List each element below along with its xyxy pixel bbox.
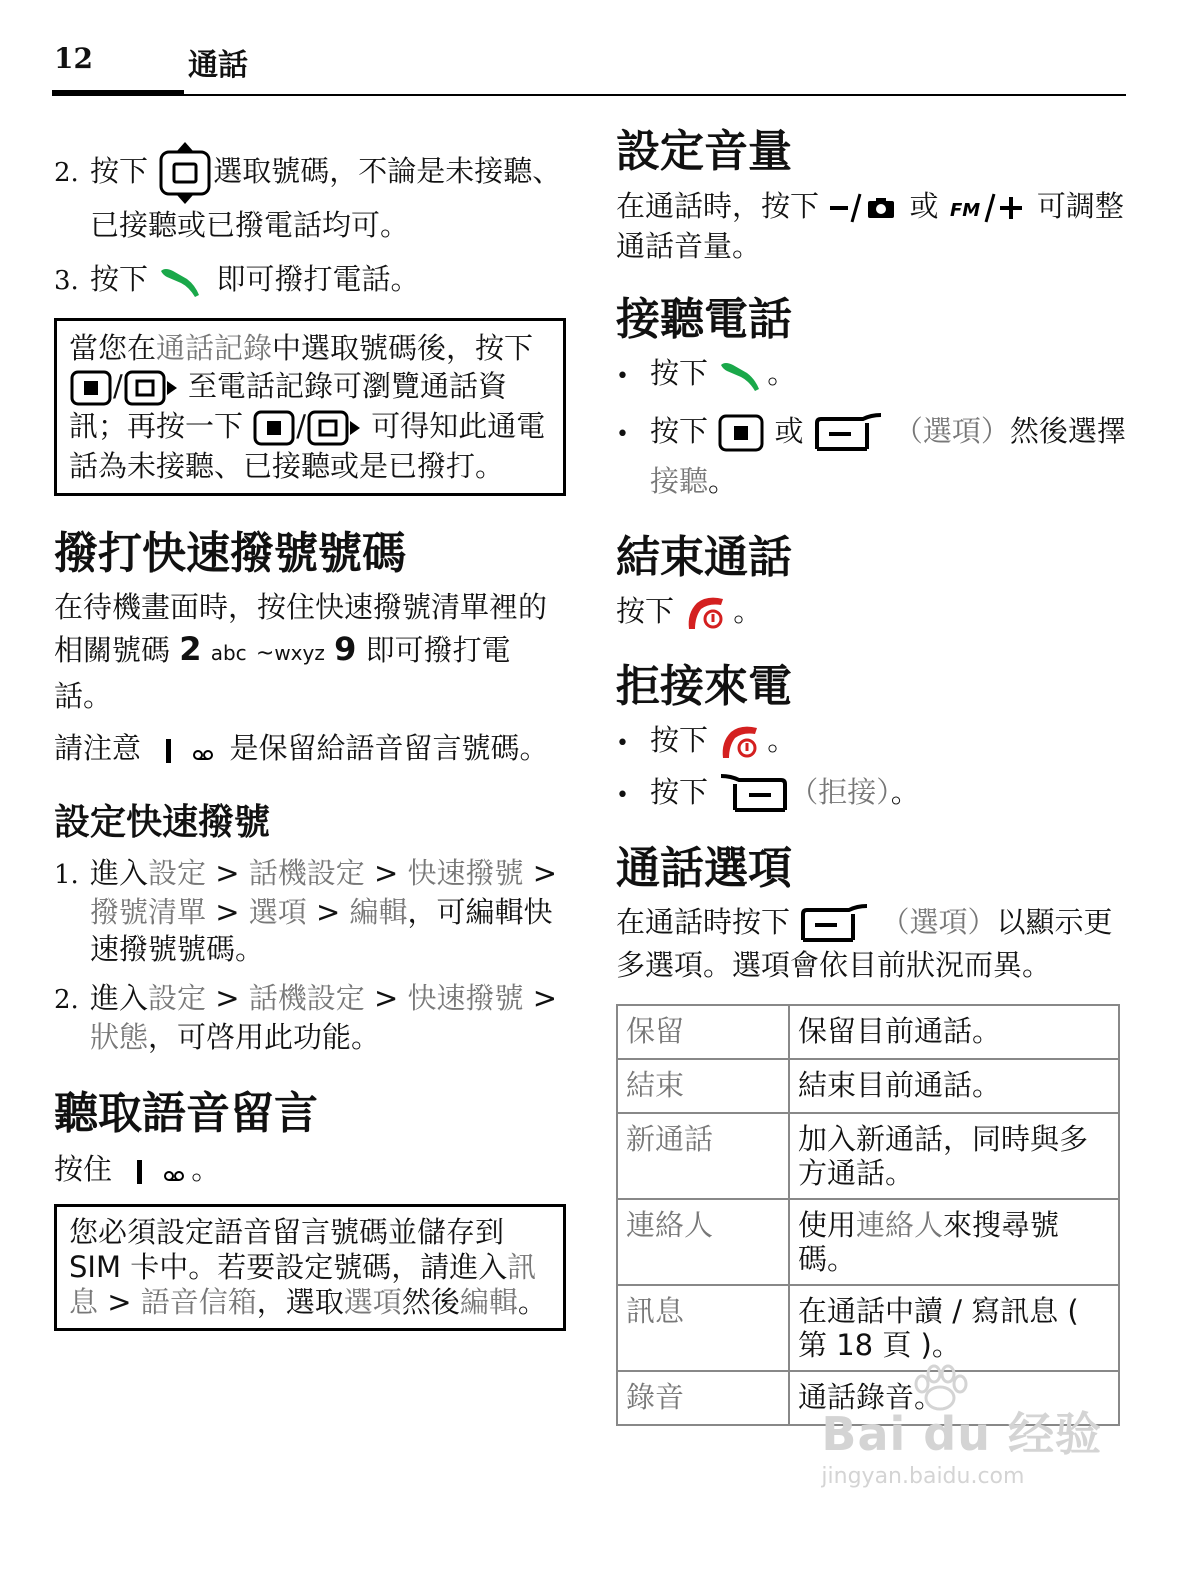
option-desc: 結束目前通話。 (789, 1059, 1119, 1113)
menu-path: 編輯 (459, 1285, 518, 1319)
sep: > (306, 895, 350, 929)
volume-paragraph (616, 186, 1126, 266)
table-row (617, 1113, 1119, 1199)
key-1-voicemail-icon (121, 1154, 191, 1188)
step-number: 2. (54, 158, 79, 188)
menu-path: 快速撥號 (407, 856, 524, 890)
note-text: 當您在 (69, 331, 157, 365)
left-column (54, 142, 566, 1331)
menu-path: 語音信箱 (140, 1285, 257, 1319)
watermark-brand: Bai du 经验 (821, 1407, 1102, 1461)
menu-path: 接聽 (650, 464, 709, 498)
sep: > (206, 895, 249, 929)
note-box-call-log (54, 318, 566, 496)
note-text: ，選取 (256, 1285, 344, 1319)
note-text: 中選取號碼後，按下 (272, 331, 534, 365)
left-softkey-icon (813, 413, 885, 453)
sep: > (364, 856, 408, 890)
sep: > (206, 981, 249, 1015)
watermark-url: jingyan.baidu.com (821, 1464, 1025, 1489)
table-row (617, 1005, 1119, 1059)
menu-path: 快速撥號 (407, 981, 524, 1015)
bullet-dot: • (616, 731, 629, 756)
sep: > (523, 856, 558, 890)
end-call-paragraph (616, 590, 1126, 633)
desc-text: 使用 (798, 1208, 857, 1242)
note-text: 然後 (401, 1285, 460, 1319)
para-text: 以顯示更多選項。選項會依目前狀況而異。 (616, 905, 1113, 982)
para-text: 。 (733, 594, 763, 628)
speed-dial-paragraph (54, 586, 566, 717)
paw-logo-icon (910, 1364, 970, 1414)
menu-path: 選項 (248, 895, 307, 929)
menu-path: 連絡人 (856, 1208, 944, 1242)
step-number: 1. (54, 860, 79, 890)
para-text: 可調整通話音量。 (616, 189, 1124, 263)
note-box-voicemail (54, 1204, 566, 1331)
menu-path: （拒接） (789, 775, 891, 809)
para-text: 請注意 (54, 731, 142, 765)
step-number: 3. (54, 266, 79, 296)
menu-path: 狀態 (90, 1020, 149, 1054)
menu-path: （選項） (893, 414, 1010, 448)
key-1-voicemail-icon (150, 733, 220, 767)
para-text: 或 (909, 189, 939, 223)
bullet-text: 按下 (650, 356, 709, 390)
bullet-dot: • (616, 422, 629, 447)
nav-key-icon (157, 142, 213, 204)
call-key-icon (717, 357, 767, 393)
table-row (617, 1199, 1119, 1285)
step-text: 進入 (90, 981, 149, 1015)
slash: / (296, 409, 307, 443)
volume-down-camera-key-icon (828, 192, 900, 224)
table-row (617, 1059, 1119, 1113)
bullet-text: 。 (767, 723, 797, 757)
bullet-text: 然後選擇 (1009, 414, 1126, 448)
menu-path: 訊息 (69, 1250, 537, 1319)
option-name: 新通話 (617, 1113, 789, 1199)
menu-path: 設定 (148, 981, 207, 1015)
key-2-label: 2 (179, 630, 202, 668)
sep: > (523, 981, 558, 1015)
header-rule (52, 94, 1126, 96)
option-name: 連絡人 (617, 1199, 789, 1285)
step-text: 進入 (90, 856, 149, 890)
bullet-text: 按下 (650, 775, 709, 809)
option-desc: 通話錄音。 (789, 1371, 1119, 1425)
table-row (617, 1285, 1119, 1371)
set-speed-step-2 (54, 980, 566, 1056)
option-desc: 保留目前通話。 (789, 1005, 1119, 1059)
para-text: 。 (191, 1152, 221, 1186)
tilde: ~ (255, 641, 275, 666)
section-title-end-call: 結束通話 (616, 532, 792, 583)
step-text: 按下 (90, 154, 149, 188)
bullet-text: 。 (708, 464, 738, 498)
call-options-paragraph (616, 901, 1126, 986)
note-text: 可得知此通電話為未接聽、已接聽或是已撥打。 (69, 409, 546, 483)
note-text: 。 (517, 1285, 547, 1319)
option-desc: 加入新通話，同時與多方通話。 (789, 1113, 1119, 1199)
step-text: 即可撥打電話。 (216, 262, 420, 296)
section-title-answer: 接聽電話 (616, 294, 792, 345)
option-name: 錄音 (617, 1371, 789, 1425)
bullet-text: 。 (890, 775, 920, 809)
option-name: 訊息 (617, 1285, 789, 1371)
bullet-dot: • (616, 783, 629, 808)
right-softkey-icon (717, 774, 789, 814)
step-text: 選取號碼，不論是未接聽、已接聽或已撥電話均可。 (90, 154, 562, 242)
svg-text:FM: FM (949, 200, 980, 221)
desc-text: 來搜尋號碼。 (798, 1208, 1060, 1276)
step-text: ，可編輯快速撥號號碼。 (90, 895, 553, 966)
bullet-text: 或 (774, 414, 804, 448)
para-text: 是保留給語音留言號碼。 (229, 731, 549, 765)
para-text: 按住 (54, 1152, 113, 1186)
fm-volume-up-key-icon (948, 192, 1028, 224)
sep: > (364, 981, 408, 1015)
center-key-icon (252, 409, 296, 447)
para-text: 在通話時按下 (616, 905, 791, 939)
section-title-speed-dial: 撥打快速撥號號碼 (54, 528, 406, 579)
reject-bullet-2 (616, 771, 1126, 817)
right-column (616, 124, 1126, 1426)
menu-path: （選項） (880, 905, 997, 939)
key-9-label: 9 (334, 630, 357, 668)
para-text: 即可撥打電話。 (54, 633, 511, 713)
menu-path: 設定 (148, 856, 207, 890)
step-text: ，可啓用此功能。 (148, 1020, 381, 1054)
para-text: 在待機畫面時，按住快速撥號清單裡的相關號碼 (54, 590, 548, 667)
answer-bullet-1 (616, 352, 1126, 398)
step-text: 按下 (90, 262, 149, 296)
right-key-icon (123, 369, 179, 407)
para-text: 按下 (616, 594, 675, 628)
step-number: 2. (54, 985, 79, 1015)
right-key-icon (306, 409, 362, 447)
slash: / (113, 369, 123, 403)
sep: > (98, 1285, 141, 1319)
key-2-letters: abc (210, 641, 247, 665)
menu-path: 撥號清單 (90, 895, 207, 929)
subsection-title-set-speed-dial: 設定快速撥號 (54, 802, 271, 843)
bullet-dot: • (616, 364, 629, 389)
bullet-text: 。 (767, 356, 797, 390)
option-name: 保留 (617, 1005, 789, 1059)
left-softkey-icon (799, 904, 871, 944)
step-2 (54, 142, 566, 246)
menu-path: 選項 (343, 1285, 402, 1319)
menu-path: 編輯 (349, 895, 408, 929)
end-key-icon (683, 593, 733, 633)
section-title-call-options: 通話選項 (616, 843, 792, 894)
option-desc (789, 1199, 1119, 1285)
sep: > (206, 856, 249, 890)
bullet-text: 按下 (650, 723, 709, 757)
center-key-icon (69, 369, 113, 407)
section-title-reject: 拒接來電 (616, 661, 792, 712)
chapter-title: 通話 (188, 48, 248, 83)
menu-path: 話機設定 (248, 856, 365, 890)
page-number: 12 (54, 42, 93, 75)
call-options-table (616, 1004, 1120, 1426)
watermark (821, 1398, 1102, 1489)
menu-path: 話機設定 (248, 981, 365, 1015)
reject-bullet-1 (616, 719, 1126, 765)
option-name: 結束 (617, 1059, 789, 1113)
center-key-icon (717, 413, 765, 453)
end-key-icon (717, 722, 767, 762)
voicemail-paragraph (54, 1148, 566, 1190)
key-9-letters: wxyz (274, 641, 325, 665)
call-key-icon (157, 263, 207, 299)
bullet-text: 按下 (650, 414, 709, 448)
voicemail-note-paragraph (54, 727, 566, 769)
note-highlight: 通話記錄 (156, 331, 273, 365)
section-title-volume: 設定音量 (616, 126, 792, 177)
section-title-voicemail: 聽取語音留言 (54, 1088, 318, 1139)
step-3 (54, 258, 566, 302)
para-text: 在通話時，按下 (616, 189, 820, 223)
note-text: 至電話記錄可瀏覽通話資訊；再按一下 (69, 369, 508, 443)
option-desc: 在通話中讀 / 寫訊息 ( 第 18 頁 )。 (789, 1285, 1119, 1371)
set-speed-step-1 (54, 855, 566, 968)
note-text: 您必須設定語音留言號碼並儲存到 SIM 卡中。若要設定號碼，請進入 (69, 1215, 508, 1284)
answer-bullet-2 (616, 408, 1126, 504)
